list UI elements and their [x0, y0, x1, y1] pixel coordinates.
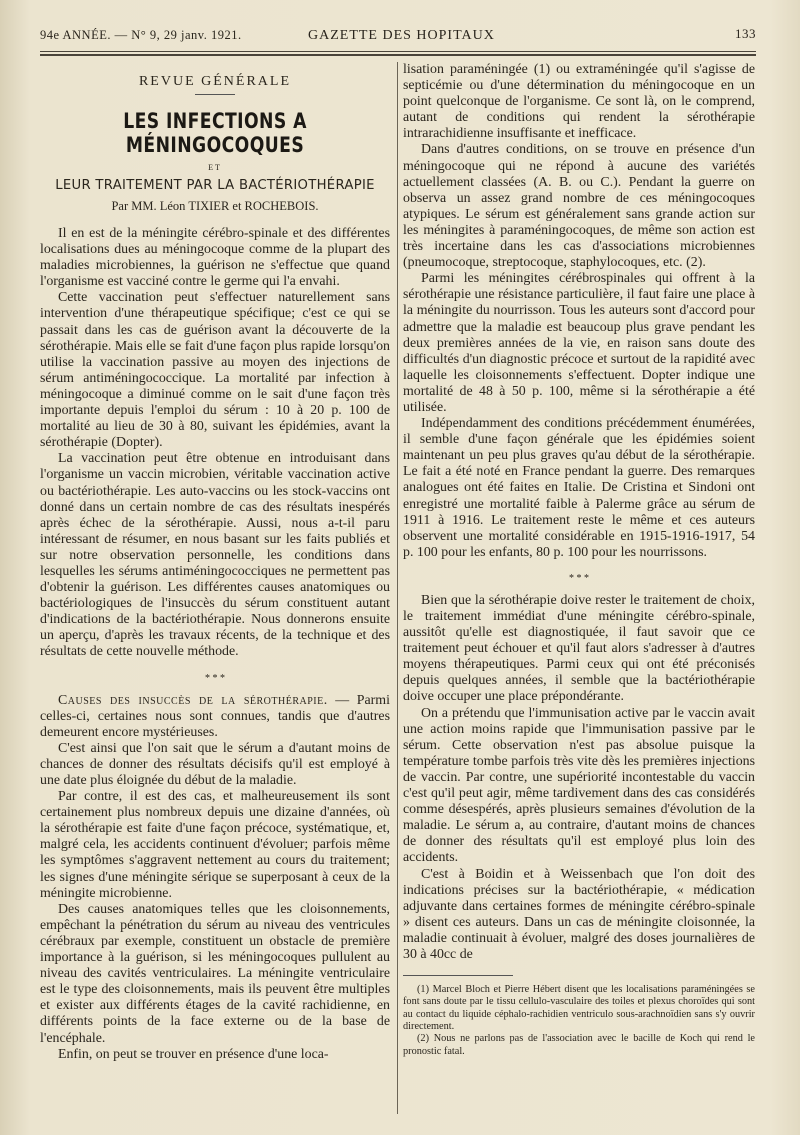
footnote: (1) Marcel Bloch et Pierre Hébert disent que les localisations paraméningées se font sans doute par le tissu cellulo-vasculaire des toiles et plexus choroïdes qui sont au contact du liquide céphalo-rachidien ventriculo sous-arachnoïdien sans s'y ouvrir directement.: [403, 984, 755, 1032]
left-column: [40, 62, 390, 1063]
paragraph: Cette vaccination peut s'effectuer naturellement sans intervention d'une thérapeutique spécifique; c'est ce qui se passait dans les cas de guérison avant la découverte de la sérothérapie. Mais elle se fait d'une façon plus rapide lorsqu'on utilise la vaccination passive au moyen des injections de sérum antiméningococcique. La mortalité par infection à méningocoque a diminué comme on le sait d'une façon très importante depuis l'emploi du sérum : 10 à 20 p. 100 de mortalité au lieu de 30 à 80, suivant les épidémies, avant la sérothérapie (Dopter).: [40, 290, 390, 451]
section-heading: Causes des insuccès de la sérothérapie.: [58, 692, 328, 708]
section-separator: * * *: [205, 672, 225, 684]
paragraph: La vaccination peut être obtenue en introduisant dans l'organisme un vaccin microbien, véritable vaccination active ou bactériothérapie. Les auto-vaccins ou les stock-vaccins ont donné dans un certain nombre de cas des résultats inespérés après échec de la sérothérapie. Aussi, nous a-t-il paru intéressant de résumer, en nous basant sur les faits publiés et sur notre observation personnelle, les conditions dans lesquelles les sérums antiméningococciques ne permettent pas d'obtenir la guérison. Les différentes causes anatomiques ou bactériologiques de l'insuccès du sérum constituent autant d'indications de la bactériothérapie. Nous donnerons ensuite un aperçu, d'après les travaux récents, de la technique et des résultats de cette nouvelle méthode.: [40, 451, 390, 660]
page-number: 133: [735, 26, 756, 41]
paragraph: Dans d'autres conditions, on se trouve en présence d'un méningocoque qui ne répond à aucune des variétés actuellement classées (A. B. ou C.). Pendant la guerre on observa un assez grand nombre de ces méningocoques atypiques. Le sérum est généralement sans grande action sur les méningites à paraméningocoques, de même son action est très incertaine dans les cas d'associations microbiennes (pneumocoque, streptocoque, staphylocoques, etc. (2).: [403, 142, 755, 271]
paragraph: Des causes anatomiques telles que les cloisonnements, empêchant la pénétration du sérum au niveau des ventricules cérébraux par exemple, constituent un obstacle de première importance à la guérison, si les méningocoques pullulent au niveau des cavités ventriculaires. La méningite ventriculaire est le type des cloisonnements, mais ils peuvent être multiples et exister aux différents étages de la cavité rachidienne, en différents points de la face externe ou de la base de l'encéphale.: [40, 901, 390, 1046]
article-subtitle: LEUR TRAITEMENT PAR LA BACTÉRIOTHÉRAPIE: [55, 178, 375, 193]
paragraph: Il en est de la méningite cérébro-spinale et des différentes localisations dues au méningocoque comme de la plupart des maladies microbiennes, la guérison ne s'effectue que quand l'organisme est vacciné contre le germe qui l'a envahi.: [40, 226, 390, 290]
issue-info: 94e ANNÉE. — N° 9, 29 janv. 1921.: [40, 28, 242, 42]
header-rule-thin: [40, 51, 756, 52]
paragraph: C'est ainsi que l'on sait que le sérum a d'autant moins de chances de donner des résultats décisifs qu'il est employé à une date plus éloignée du début de la maladie.: [40, 740, 390, 788]
journal-title: GAZETTE DES HOPITAUX: [308, 28, 495, 43]
paragraph: Enfin, on peut se trouver en présence d'une loca-: [58, 1046, 329, 1062]
paragraph: Indépendamment des conditions précédemment énumérées, il semble d'une façon générale que les épidémies soient maintenant un peu plus graves qu'au début de la sérothérapie. Le fait a été noté en France pendant la guerre. Des remarques analogues ont été faites en Italie. De Cristina et Sindoni ont enregistré une mortalité faible à Palerme grâce au sérum de 1911 à 1916. Le traitement reste le même et ces auteurs observent une mortalité considérable en 1915-1916-1917, 54 p. 100 pour les enfants, 80 p. 100 pour les nourrissons.: [403, 416, 755, 560]
header-rule-thick: [40, 54, 756, 56]
rubric-rule: [195, 94, 235, 95]
paragraph: C'est à Boidin et à Weissenbach que l'on doit des indications précises sur la bactériothérapie, « médication adjuvante dans certaines formes de méningite cérébro-spinale » disent ces auteurs. Dans un cas de méningite cloisonnée, la maladie continuait à évoluer, malgré des doses journalières de 30 à 40cc de: [403, 866, 755, 962]
paragraph: lisation paraméningée (1) ou extraméningée qu'il s'agisse de septicémie ou d'une détermination du méningocoque en un point quelconque de l'organisme. Ce sont là, on le comprend, autant de conditions qui rendent la sérothérapie intrarachidienne insuffisante et inefficace.: [403, 62, 755, 142]
rubric: REVUE GÉNÉRALE: [138, 74, 292, 89]
footnote: (2) Nous ne parlons pas de l'association avec le bacille de Koch qui rend le pronostic fatal.: [403, 1033, 755, 1057]
paragraph: Bien que la sérothérapie doive rester le traitement de choix, le traitement immédiat d'une méningite cérébro-spinale, aussitôt qu'elle est diagnostiquée, il faut savoir que ce traitement peut échouer et qu'il faut alors s'adresser à d'autres moyens thérapeutiques. Parmi ceux qui ont été préconisés depuis quelques années, il semble que la bactériothérapie doive occuper une place prépondérante.: [403, 592, 755, 705]
footnote-rule: [403, 975, 513, 976]
byline: Par MM. Léon TIXIER et ROCHEBOIS.: [111, 199, 319, 213]
paragraph: Parmi les méningites cérébrospinales qui offrent à la sérothérapie une résistance particulière, il faut faire une place à la méningite du nourrisson. Tous les auteurs sont d'accord pour admettre que la maladie est beaucoup plus grave pendant les deux premières années de la vie, en raison sans doute des difficultés d'un diagnostic précoce et surtout de la rapidité avec laquelle les cloisonnements s'effectuent. Dopter indique une mortalité de 48 à 50 p. 100, même si la sérothérapie a été utilisée.: [403, 271, 755, 415]
title-conjunction: ET: [208, 163, 222, 172]
paragraph: Par contre, il est des cas, et malheureusement ils sont certainement plus nombreux depuis une dizaine d'années, où la sérothérapie est faite d'une façon précoce, systématique, et, malgré cela, les accidents continuent d'évoluer; parfois même les symptômes s'aggravent nettement au cours du traitement; les signes d'une méningite sérique se superposant à ceux de la méningite microbienne.: [40, 789, 390, 901]
right-column: [403, 62, 755, 1058]
section-paragraph: [40, 693, 390, 741]
section-lead-text: — Parmi celles-ci, certaines nous sont connues, tandis que d'autres demeurent encore mystérieuses.: [40, 692, 390, 740]
article-title: LES INFECTIONS A MÉNINGOCOQUES: [123, 109, 307, 157]
column-divider: [397, 62, 398, 1114]
page-header: [40, 26, 756, 48]
paragraph: On a prétendu que l'immunisation active par le vaccin avait une action moins rapide que l'immunisation passive par le sérum. Cette observation n'est pas absolue puisque la température tombe parfois très vite dès les premières injections de vaccin. Par contre, une supériorité incontestable du vaccin c'est qu'il peut agir, même tardivement dans des cas considérés comme désespérés, après plusieurs semaines d'évolution de la maladie. Le sérum a, au contraire, d'autant moins de chances de donner des résultats qu'il est employé plus loin des accidents.: [403, 705, 755, 866]
section-separator: * * *: [569, 572, 589, 584]
